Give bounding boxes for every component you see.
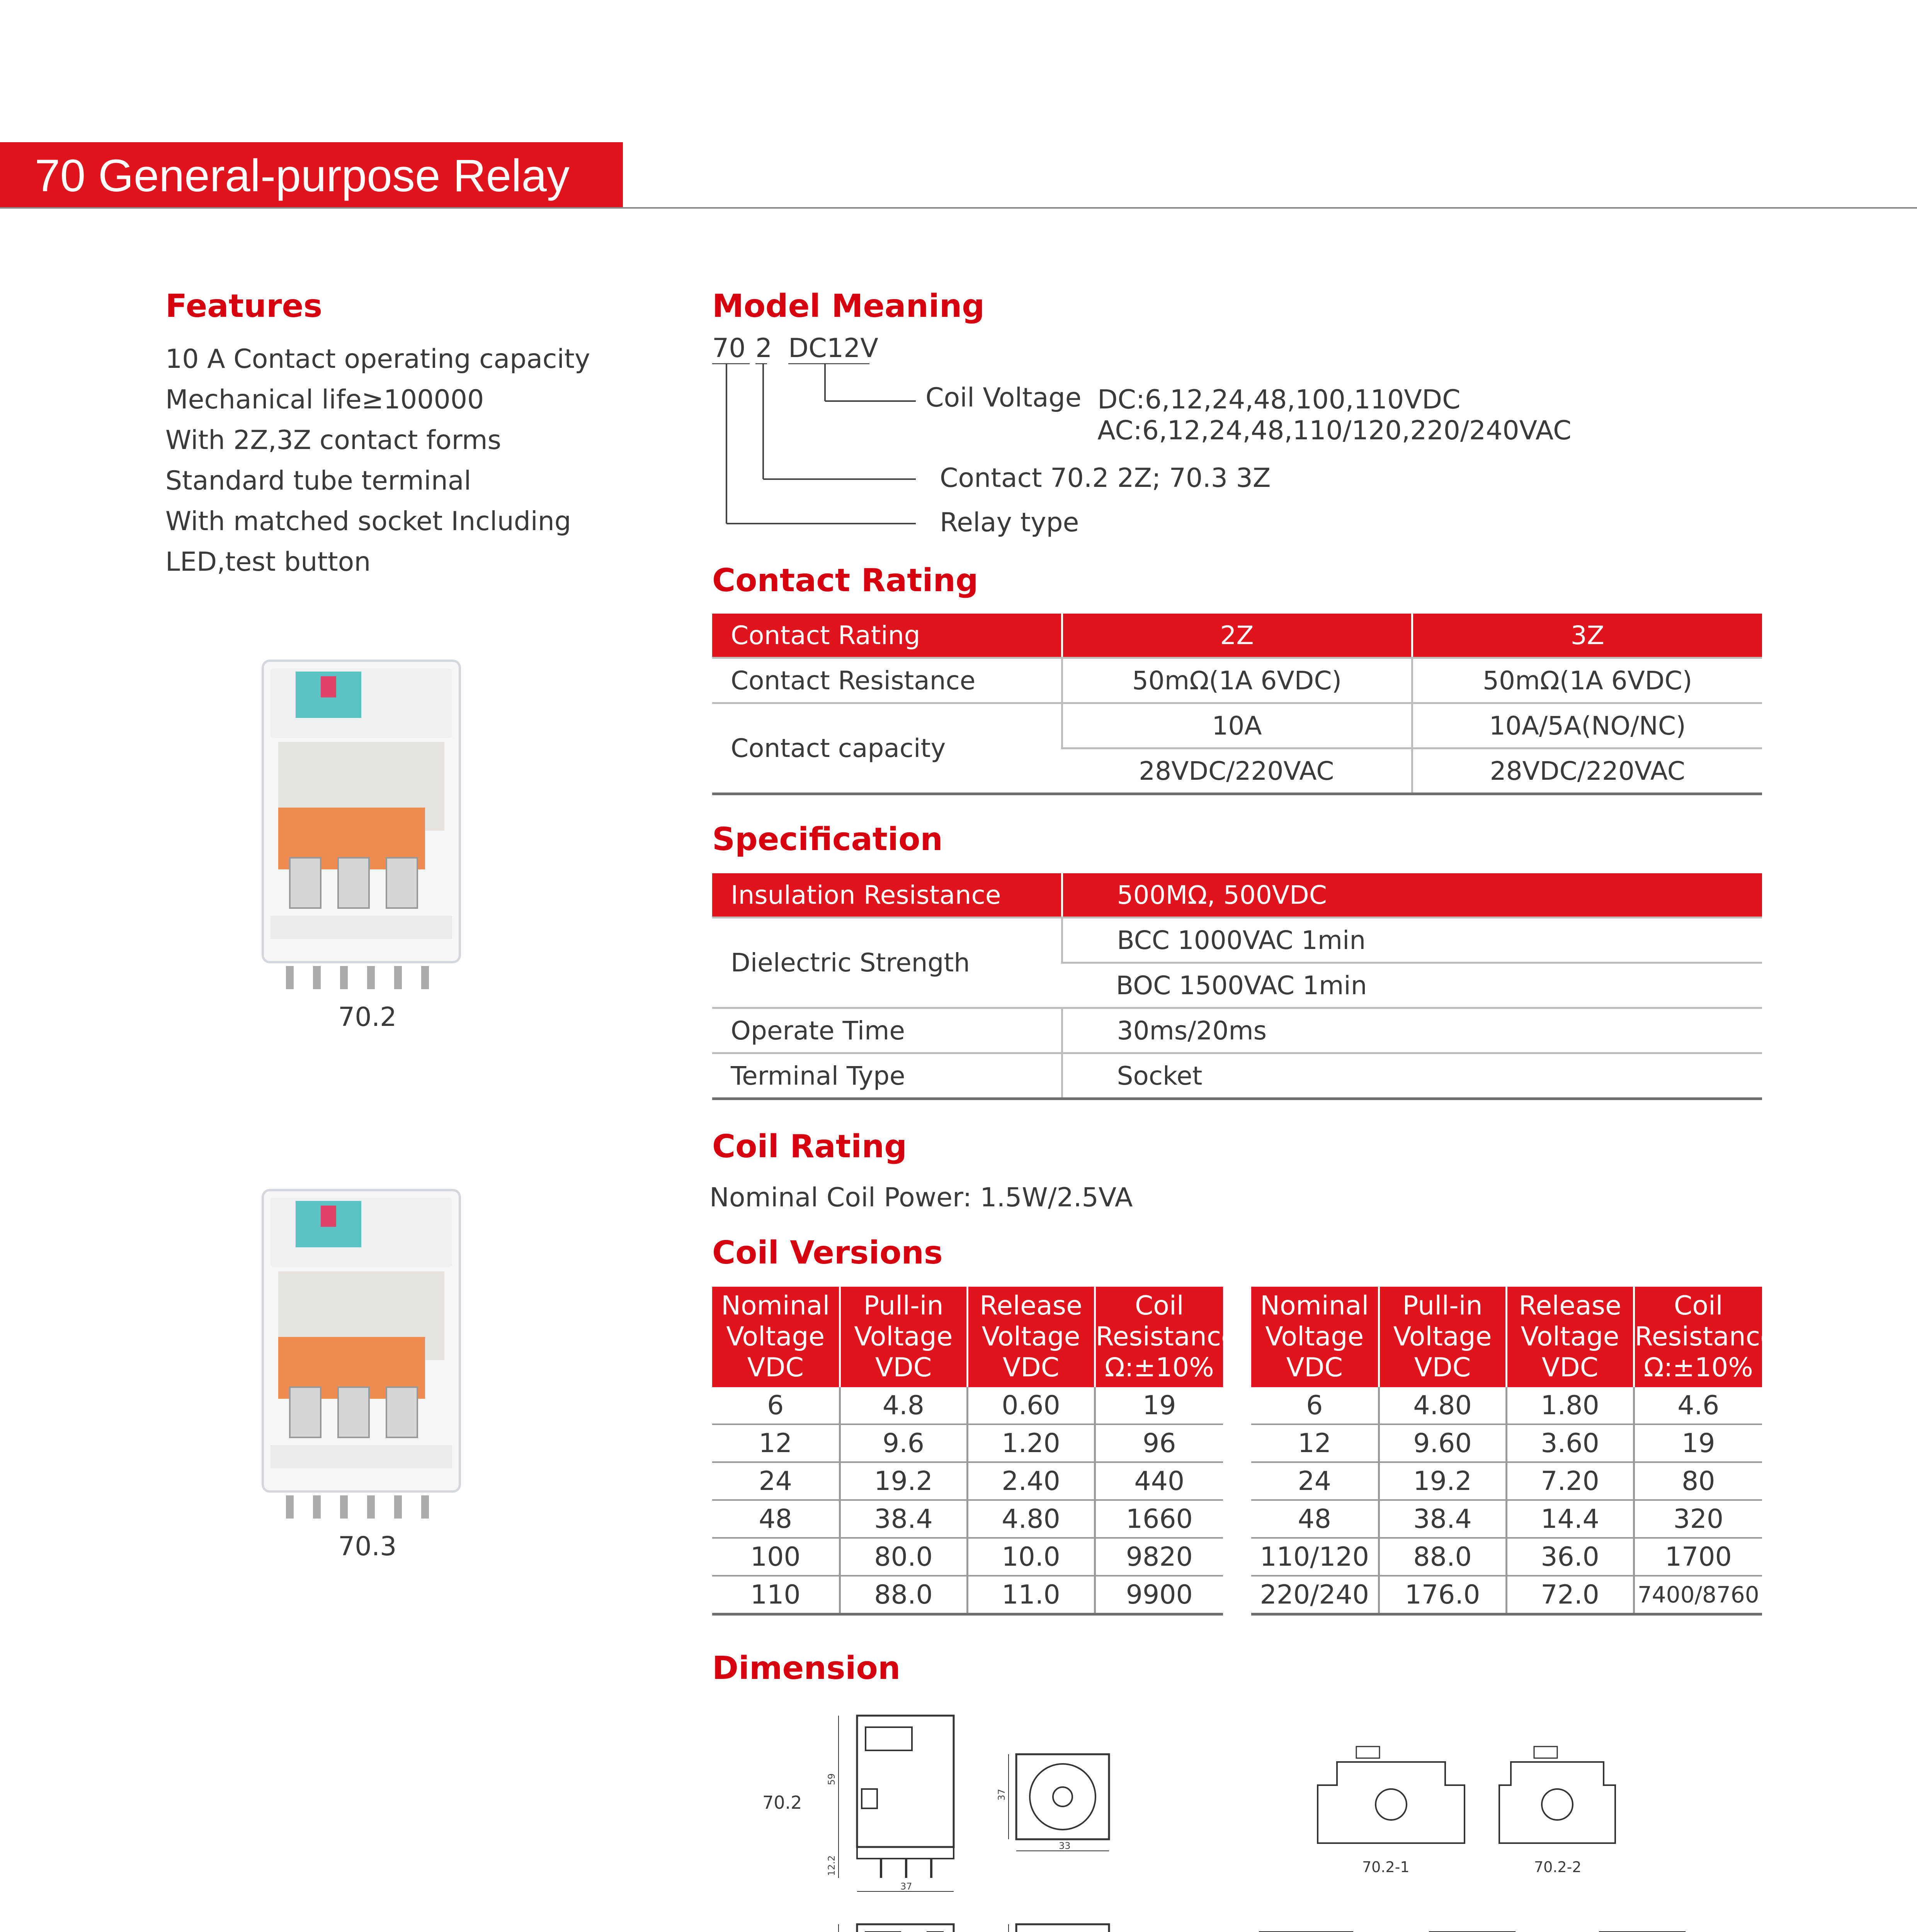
model-code-voltage: DC12V <box>788 333 878 364</box>
table-header-cell: Pull-in Voltage VDC <box>840 1287 967 1387</box>
table-cell: 9.60 <box>1379 1424 1506 1462</box>
table-row <box>712 918 1762 963</box>
table-header-cell: Nominal Voltage VDC <box>712 1287 840 1387</box>
features-heading: Features <box>165 288 323 325</box>
model-meaning-heading: Model Meaning <box>712 288 985 325</box>
table-header-row <box>712 1287 1223 1387</box>
table-cell: 6 <box>712 1387 840 1424</box>
wiring-diagram-70-2-1 <box>1310 1739 1472 1855</box>
table-cell: 440 <box>1095 1462 1223 1500</box>
table-cell: 10A/5A(NO/NC) <box>1412 703 1762 748</box>
table-cell: Operate Time <box>712 1008 1062 1053</box>
specification-table <box>712 873 1762 1100</box>
wiring-diagram-70-3-3 <box>1577 1913 1708 1932</box>
table-cell: 88.0 <box>840 1576 967 1614</box>
table-cell: 19 <box>1095 1387 1223 1424</box>
table-cell: 220/240 <box>1251 1576 1379 1614</box>
table-cell: Contact capacity <box>712 703 1062 794</box>
relay-70-3-photo <box>255 1167 471 1534</box>
table-header-row <box>1251 1287 1762 1387</box>
table-cell: 10A <box>1062 703 1412 748</box>
table-cell: 30ms/20ms <box>1062 1008 1762 1053</box>
table-cell: Socket <box>1062 1053 1762 1099</box>
table-cell: 80.0 <box>840 1538 967 1576</box>
dim-label-37: 37 <box>900 1881 912 1892</box>
table-cell: 110/120 <box>1251 1538 1379 1576</box>
table-cell: 24 <box>712 1462 840 1500</box>
photo-label-70-3: 70.3 <box>338 1531 397 1562</box>
table-cell: 4.6 <box>1634 1387 1762 1424</box>
table-cell: 7.20 <box>1506 1462 1634 1500</box>
table-cell: 4.8 <box>840 1387 967 1424</box>
table-cell: 48 <box>1251 1500 1379 1538</box>
feature-item: Standard tube terminal <box>165 466 471 496</box>
table-row <box>712 1576 1223 1614</box>
table-cell: 96 <box>1095 1424 1223 1462</box>
table-header-cell: Release Voltage VDC <box>1506 1287 1634 1387</box>
table-row <box>712 1424 1223 1462</box>
model-meaning-leader-lines <box>707 363 939 541</box>
table-row <box>712 703 1762 748</box>
table-cell: 3.60 <box>1506 1424 1634 1462</box>
wiring-diagram-70-3-2 <box>1407 1913 1538 1932</box>
dim-label-12-2: 12.2 <box>826 1855 837 1876</box>
wiring-label: 70.2-2 <box>1534 1859 1582 1876</box>
dimension-70-3-socket-view <box>993 1920 1124 1932</box>
table-cell: 4.80 <box>1379 1387 1506 1424</box>
coil-voltage-dc: DC:6,12,24,48,100,110VDC <box>1097 384 1461 415</box>
table-cell: 19.2 <box>1379 1462 1506 1500</box>
table-cell: 9900 <box>1095 1576 1223 1614</box>
dimension-label-70-2: 70.2 <box>762 1792 802 1813</box>
table-cell: 1.80 <box>1506 1387 1634 1424</box>
table-cell: 14.4 <box>1506 1500 1634 1538</box>
photo-label-70-2: 70.2 <box>338 1002 397 1032</box>
wiring-diagram-70-2-2 <box>1492 1739 1623 1855</box>
table-cell: 9820 <box>1095 1538 1223 1576</box>
table-cell: 110 <box>712 1576 840 1614</box>
table-cell: 11.0 <box>967 1576 1095 1614</box>
coil-versions-ac-table <box>1251 1287 1776 1616</box>
coil-voltage-ac: AC:6,12,24,48,110/120,220/240VAC <box>1097 415 1572 446</box>
table-row <box>712 1500 1223 1538</box>
model-code-series: 70 <box>712 333 746 364</box>
model-code-contact: 2 <box>755 333 772 364</box>
table-cell: 0.60 <box>967 1387 1095 1424</box>
dim-label-37: 37 <box>996 1789 1007 1801</box>
table-cell: Dielectric Strength <box>712 918 1062 1008</box>
table-cell: 2.40 <box>967 1462 1095 1500</box>
dimension-heading: Dimension <box>712 1650 901 1687</box>
table-header-cell: Coil Resistance Ω:±10% <box>1095 1287 1223 1387</box>
table-cell: 7400/8760 <box>1634 1576 1762 1614</box>
table-cell: 50mΩ(1A 6VDC) <box>1412 658 1762 703</box>
table-row <box>712 1462 1223 1500</box>
table-row <box>1251 1424 1762 1462</box>
table-header-row <box>712 614 1762 658</box>
coil-rating-text: Nominal Coil Power: 1.5W/2.5VA <box>709 1182 1133 1213</box>
wiring-label: 70.2-1 <box>1362 1859 1410 1876</box>
table-header-cell: Coil Resistance Ω:±10% <box>1634 1287 1762 1387</box>
table-cell: 176.0 <box>1379 1576 1506 1614</box>
dim-label-33: 33 <box>1059 1840 1071 1851</box>
wiring-diagram-70-3-1 <box>1237 1913 1376 1932</box>
table-cell: 19.2 <box>840 1462 967 1500</box>
table-row <box>1251 1387 1762 1424</box>
table-cell: 36.0 <box>1506 1538 1634 1576</box>
feature-item: LED,test button <box>165 547 371 577</box>
table-cell: 88.0 <box>1379 1538 1506 1576</box>
table-cell: 1.20 <box>967 1424 1095 1462</box>
table-cell: BOC 1500VAC 1min <box>1062 963 1762 1008</box>
table-header-row <box>712 873 1762 918</box>
table-header-cell: Contact Rating <box>712 614 1062 658</box>
table-header-cell: Release Voltage VDC <box>967 1287 1095 1387</box>
table-cell: 100 <box>712 1538 840 1576</box>
table-row <box>712 1008 1762 1053</box>
contact-rating-heading: Contact Rating <box>712 562 978 599</box>
table-cell: 72.0 <box>1506 1576 1634 1614</box>
table-row <box>712 1538 1223 1576</box>
table-cell: 28VDC/220VAC <box>1412 748 1762 794</box>
coil-versions-heading: Coil Versions <box>712 1235 943 1271</box>
table-row <box>1251 1462 1762 1500</box>
table-row <box>1251 1500 1762 1538</box>
contact-rating-table <box>712 614 1762 795</box>
table-row <box>712 1053 1762 1099</box>
table-cell: BCC 1000VAC 1min <box>1062 918 1762 963</box>
feature-item: With 2Z,3Z contact forms <box>165 425 501 456</box>
header-divider <box>0 207 1917 209</box>
table-cell: 1700 <box>1634 1538 1762 1576</box>
table-cell: 9.6 <box>840 1424 967 1462</box>
table-row <box>1251 1538 1762 1576</box>
table-header-cell: Pull-in Voltage VDC <box>1379 1287 1506 1387</box>
table-row <box>712 658 1762 703</box>
table-header-cell: Insulation Resistance <box>712 873 1062 918</box>
table-cell: 50mΩ(1A 6VDC) <box>1062 658 1412 703</box>
table-cell: 12 <box>1251 1424 1379 1462</box>
relay-type-text: Relay type <box>940 507 1079 538</box>
coil-versions-dc-table <box>712 1287 1237 1616</box>
table-cell: 28VDC/220VAC <box>1062 748 1412 794</box>
table-header-cell: Nominal Voltage VDC <box>1251 1287 1379 1387</box>
features-list <box>165 339 590 582</box>
table-header-cell: 3Z <box>1412 614 1762 658</box>
table-cell: Terminal Type <box>712 1053 1062 1099</box>
coil-rating-heading: Coil Rating <box>712 1128 907 1165</box>
table-cell: 48 <box>712 1500 840 1538</box>
feature-item: Mechanical life≥100000 <box>165 384 484 415</box>
table-cell: 6 <box>1251 1387 1379 1424</box>
table-row <box>712 1387 1223 1424</box>
table-cell: 19 <box>1634 1424 1762 1462</box>
feature-item: With matched socket Including <box>165 506 572 537</box>
relay-70-2-photo <box>255 638 471 1005</box>
table-cell: 24 <box>1251 1462 1379 1500</box>
contact-form-text: Contact 70.2 2Z; 70.3 3Z <box>940 463 1271 493</box>
table-cell: 4.80 <box>967 1500 1095 1538</box>
page-title: 70 General-purpose Relay <box>35 150 570 201</box>
dimension-70-3-side-view <box>823 1920 970 1932</box>
table-row <box>1251 1576 1762 1614</box>
dimension-70-2-side-view <box>823 1712 970 1901</box>
feature-item: 10 A Contact operating capacity <box>165 344 590 374</box>
table-cell: 80 <box>1634 1462 1762 1500</box>
dimension-70-2-socket-view <box>993 1750 1124 1866</box>
table-cell: 10.0 <box>967 1538 1095 1576</box>
table-header-cell: 500MΩ, 500VDC <box>1062 873 1762 918</box>
table-cell: 38.4 <box>840 1500 967 1538</box>
table-cell: 1660 <box>1095 1500 1223 1538</box>
dim-label-59: 59 <box>826 1773 837 1785</box>
coil-voltage-label: Coil Voltage <box>925 383 1082 413</box>
table-cell: 38.4 <box>1379 1500 1506 1538</box>
table-header-cell: 2Z <box>1062 614 1412 658</box>
specification-heading: Specification <box>712 821 943 858</box>
table-cell: 320 <box>1634 1500 1762 1538</box>
table-cell: 12 <box>712 1424 840 1462</box>
table-cell: Contact Resistance <box>712 658 1062 703</box>
